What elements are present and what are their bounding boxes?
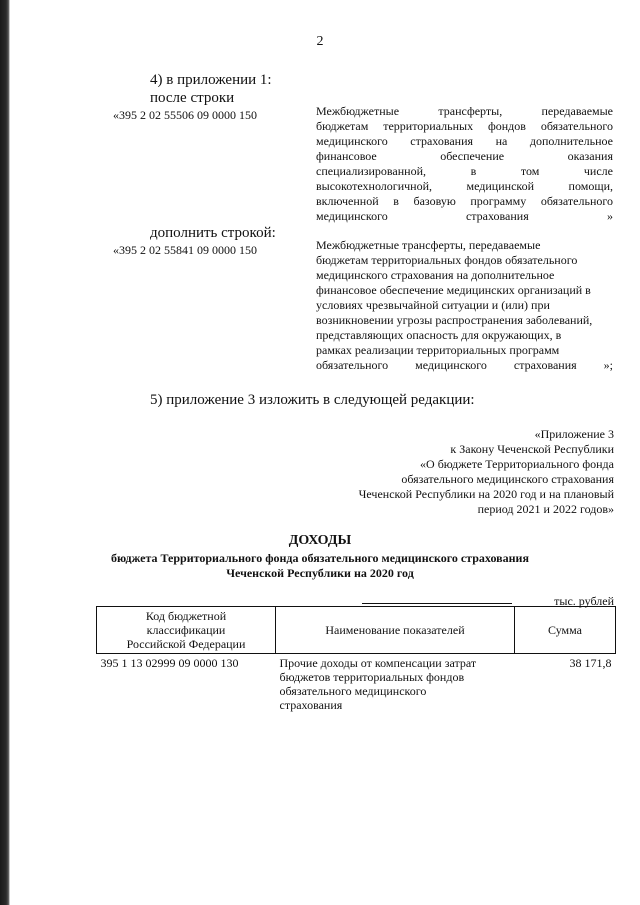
header-code-line: Российской Федерации (126, 637, 246, 651)
text1-line: медицинского страхования на дополнительное (316, 134, 613, 148)
table-header-row (97, 607, 616, 654)
text1-line: специализированной, в том числе (316, 164, 613, 178)
text1-line: высокотехнологичной, медицинской помощи, (316, 179, 613, 193)
text1-line: бюджетам территориальных фондов обязательного (316, 119, 613, 133)
text2-line: Межбюджетные трансферты, передаваемые (316, 238, 541, 252)
item5-heading: 5) приложение 3 изложить в следующей редакции: (150, 392, 475, 408)
text2-line: медицинского страхования на дополнительное (316, 268, 555, 282)
text2-line: возникновении угрозы распространения заболеваний, (316, 313, 593, 327)
revenue-table (96, 606, 616, 714)
after-line-label: после строки (150, 90, 235, 106)
row-name-line: обязательного медицинского (279, 684, 427, 698)
appendix-ref-line: «О бюджете Территориального фонда (420, 457, 614, 471)
text1-line: Межбюджетные трансферты, передаваемые (316, 104, 613, 118)
text2-line: финансовое обеспечение медицинских организаций в (316, 283, 591, 297)
text1-line: включенной в базовую программу обязательного (316, 194, 613, 208)
header-name: Наименование показателей (276, 607, 515, 654)
rule-line (362, 603, 512, 604)
budget-code-1: «395 2 02 55506 09 0000 150 (113, 108, 257, 122)
document-title: ДОХОДЫ (288, 533, 352, 548)
text2-line: обязательного медицинского страхования »; (316, 358, 613, 372)
appendix-ref-line: Чеченской Республики на 2020 год и на плановый (358, 487, 614, 501)
row-name-line: бюджетов территориальных фондов (279, 670, 465, 684)
row-code: 395 1 13 02999 09 0000 130 (100, 656, 239, 670)
budget-code-2: «395 2 02 55841 09 0000 150 (113, 243, 257, 257)
appendix-reference (359, 427, 614, 517)
row-name-line: страхования (279, 698, 343, 712)
units-label: тыс. рублей (554, 594, 614, 608)
item4-heading: 4) в приложении 1: (150, 72, 272, 88)
row-name (276, 654, 515, 715)
page-number: 2 (316, 34, 324, 49)
text2-line: рамках реализации территориальных программ (316, 343, 560, 357)
header-sum: Сумма (515, 607, 616, 654)
text1-line: финансовое обеспечение оказания (316, 149, 613, 163)
table-row (97, 654, 616, 715)
header-code-line: Код бюджетной (145, 609, 227, 623)
header-code-line: классификации (146, 623, 226, 637)
text2-line: условиях чрезвычайной ситуации и (или) при (316, 298, 550, 312)
supplement-label: дополнить строкой: (150, 225, 276, 241)
row-sum: 38 171,8 (569, 656, 612, 670)
appendix-ref-line: «Приложение 3 (534, 427, 614, 441)
text-block-1 (316, 104, 613, 224)
appendix-ref-line: обязательного медицинского страхования (401, 472, 614, 486)
header-code (97, 607, 276, 654)
row-name-line: Прочие доходы от компенсации затрат (279, 656, 477, 670)
document-subtitle-2: Чеченской Республики на 2020 год (226, 566, 414, 580)
text2-line: бюджетам территориальных фондов обязательного (316, 253, 578, 267)
appendix-ref-line: период 2021 и 2022 годов» (477, 502, 614, 516)
text-block-2 (316, 238, 613, 373)
document-subtitle-1: бюджета Территориального фонда обязательного медицинского страхования (111, 551, 529, 565)
text2-line: представляющих опасность для окружающих, в (316, 328, 562, 342)
scan-edge (0, 0, 10, 905)
text1-line: медицинского страхования » (316, 209, 613, 223)
appendix-ref-line: к Закону Чеченской Республики (450, 442, 614, 456)
